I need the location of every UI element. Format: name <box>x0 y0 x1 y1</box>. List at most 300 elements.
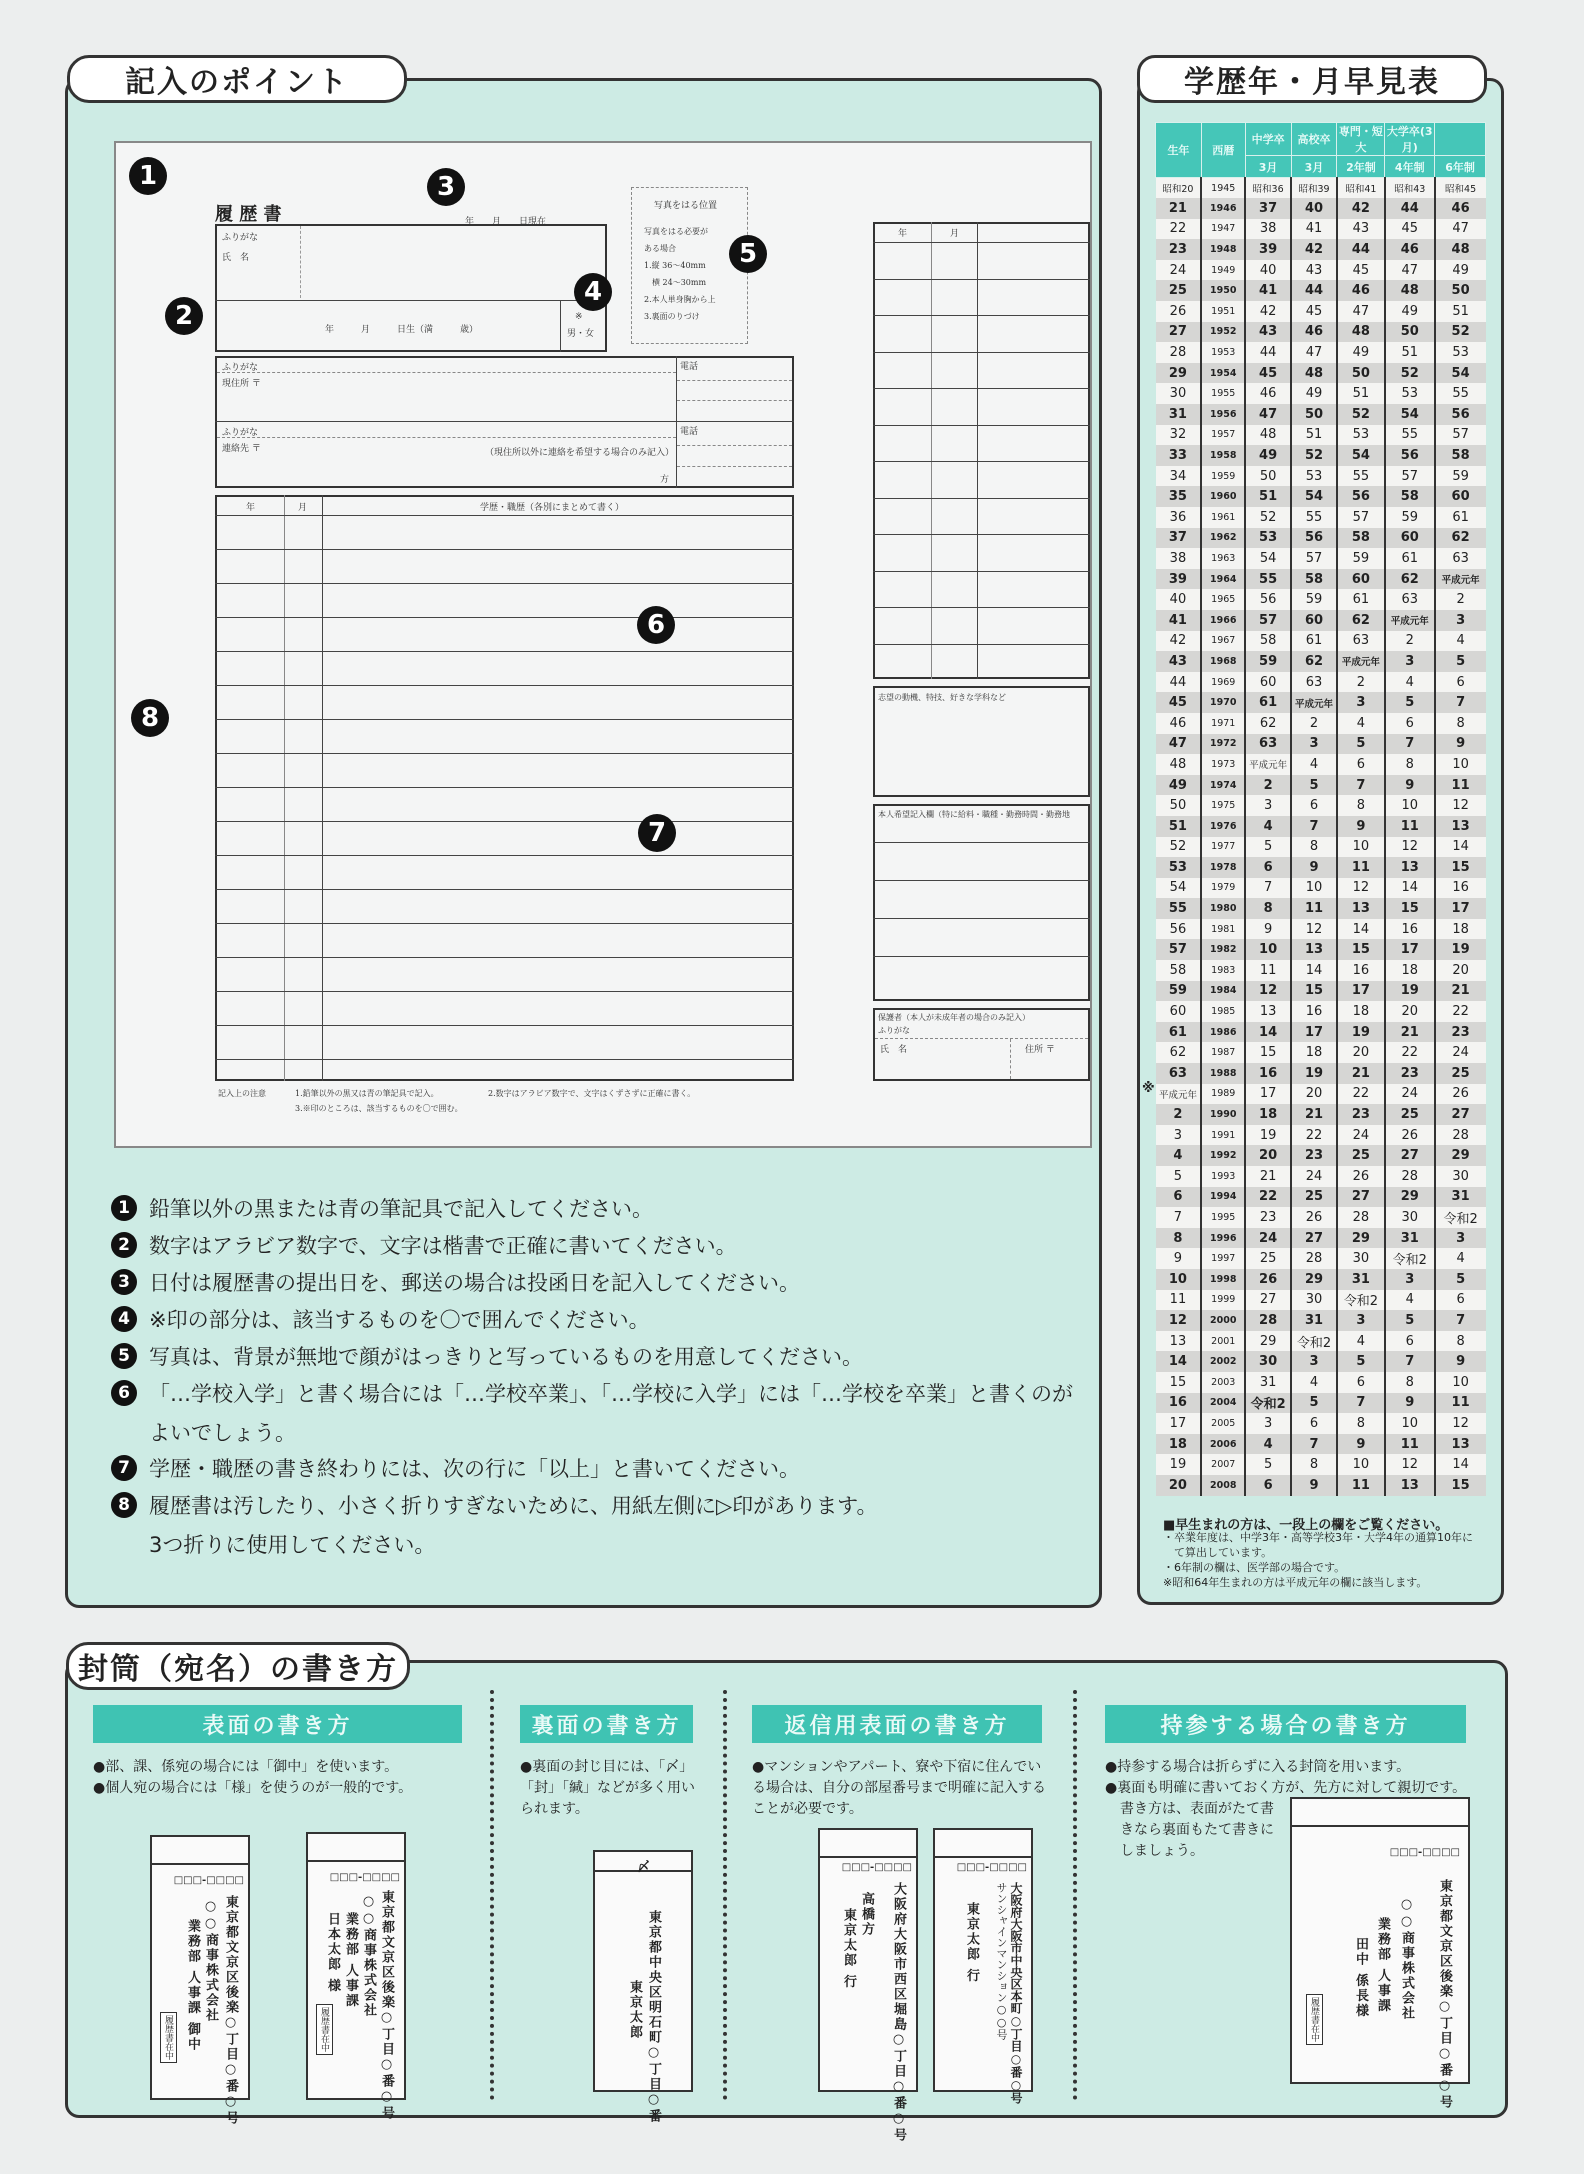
table-cell: 39 <box>1156 569 1202 590</box>
table-cell: 7 <box>1245 878 1291 899</box>
table-cell: 8 <box>1245 898 1291 919</box>
section-return-bullet: ●マンションやアパート、寮や下宿に住んでいる場合は、自分の部屋番号まで明確に記入することが必要です。 <box>752 1759 1046 1817</box>
furigana-label: ふりがな <box>878 1026 910 1035</box>
table-cell: 7 <box>1156 1207 1202 1228</box>
envelope-sample-return-2 <box>933 1828 1033 2104</box>
table-cell: 1951 <box>1201 301 1245 322</box>
table-note: ・6年制の欄は、医学部の場合です。 <box>1163 1561 1346 1574</box>
table-cell: 54 <box>1385 404 1435 425</box>
table-cell: 4 <box>1385 672 1435 693</box>
table-cell: 1960 <box>1201 486 1245 507</box>
envelope-address: 東京都文京区後楽○丁目○番○号 <box>223 1895 238 2126</box>
envelope-sample-front-company <box>150 1835 250 2126</box>
table-cell: 18 <box>1337 1001 1385 1022</box>
table-cell: 54 <box>1291 486 1337 507</box>
table-cell: 30 <box>1385 1207 1435 1228</box>
table-cell: 1962 <box>1201 528 1245 549</box>
table-cell: 19 <box>1435 939 1486 960</box>
resume-enclosed-stamp: 履歴書在中 <box>1306 1994 1323 2045</box>
table-cell: 50 <box>1291 404 1337 425</box>
table-cell: 53 <box>1245 528 1291 549</box>
table-cell: 27 <box>1337 1187 1385 1208</box>
table-cell: 50 <box>1156 795 1202 816</box>
table-cell: 1966 <box>1201 610 1245 631</box>
table-cell: 31 <box>1385 1228 1435 1249</box>
table-cell: 34 <box>1156 466 1202 487</box>
table-cell: 42 <box>1291 239 1337 260</box>
table-cell: 6 <box>1337 1372 1385 1393</box>
table-row <box>1156 610 1486 631</box>
table-row <box>1156 692 1486 713</box>
table-cell: 2 <box>1291 713 1337 734</box>
table-cell: 17 <box>1245 1084 1291 1105</box>
table-cell: 41 <box>1291 219 1337 240</box>
section-front-header: 表面の書き方 <box>93 1705 462 1743</box>
section-back-bullet: ●裏面の封じ目には、「〆」「封」「緘」などが多く用いられます。 <box>520 1759 695 1817</box>
table-cell: 19 <box>1385 981 1435 1002</box>
table-cell: 令和2 <box>1291 1331 1337 1352</box>
table-cell: 25 <box>1156 280 1202 301</box>
table-row <box>1156 775 1486 796</box>
table-cell: 61 <box>1435 507 1486 528</box>
table-cell: 47 <box>1245 404 1291 425</box>
instruction-text-continued: よいでしょう。 <box>149 1421 296 1445</box>
table-cell: 32 <box>1156 425 1202 446</box>
table-cell: 46 <box>1156 713 1202 734</box>
marker-1: 1 <box>129 157 167 195</box>
table-cell: 5 <box>1245 1454 1291 1475</box>
gender-mark: ※ <box>575 312 583 322</box>
table-cell: 53 <box>1435 342 1486 363</box>
table-cell: 45 <box>1245 363 1291 384</box>
gender-label: 男・女 <box>567 329 595 339</box>
table-cell: 48 <box>1385 280 1435 301</box>
postal-code-boxes: □□□-□□□□ <box>841 1862 912 1873</box>
table-row <box>1156 239 1486 260</box>
section-front-bullet: ●個人宛の場合には「様」を使うのが一般的です。 <box>93 1780 413 1796</box>
table-cell: 47 <box>1385 260 1435 281</box>
table-cell: 8 <box>1337 1413 1385 1434</box>
table-cell: 35 <box>1156 486 1202 507</box>
envelope-sample-handdeliver <box>1290 1797 1470 2110</box>
table-row <box>1156 1269 1486 1290</box>
table-note: ※昭和64年生まれの方は平成元年の欄に該当します。 <box>1163 1576 1428 1589</box>
table-cell: 6 <box>1385 713 1435 734</box>
instruction-text: 学歴・職歴の書き終わりには、次の行に「以上」と書いてください。 <box>149 1456 800 1481</box>
section-front-bullet: ●部、課、係宛の場合には「御中」を使います。 <box>93 1759 399 1775</box>
table-cell: 21 <box>1245 1166 1291 1187</box>
table-cell: 19 <box>1337 1022 1385 1043</box>
history-row-line <box>873 644 1090 645</box>
table-cell: 63 <box>1291 672 1337 693</box>
table-cell: 40 <box>1245 260 1291 281</box>
table-cell: 27 <box>1245 1290 1291 1311</box>
table-cell: 令和2 <box>1245 1393 1291 1414</box>
history-row-line <box>215 719 794 720</box>
envelope-department: 業務部 人事課 <box>343 1912 358 2009</box>
table-cell: 5 <box>1291 1393 1337 1414</box>
table-cell: 13 <box>1291 939 1337 960</box>
table-cell: 55 <box>1156 898 1202 919</box>
history-row-line <box>215 889 794 890</box>
history-row-line <box>215 651 794 652</box>
table-cell: 56 <box>1156 919 1202 940</box>
table-cell: 12 <box>1435 795 1486 816</box>
history-row-line <box>215 991 794 992</box>
table-cell: 57 <box>1435 425 1486 446</box>
sender-address: 東京都中央区明石町○丁目○番 <box>646 1910 661 2124</box>
table-cell: 54 <box>1435 363 1486 384</box>
table-cell: 60 <box>1385 528 1435 549</box>
table-row <box>1156 507 1486 528</box>
table-cell: 5 <box>1156 1166 1202 1187</box>
table-cell: 28 <box>1385 1166 1435 1187</box>
table-cell: 31 <box>1291 1310 1337 1331</box>
table-cell: 1979 <box>1201 878 1245 899</box>
table-cell: 49 <box>1385 301 1435 322</box>
table-row <box>1156 1104 1486 1125</box>
table-cell: 52 <box>1156 837 1202 858</box>
table-cell: 15 <box>1385 898 1435 919</box>
table-row <box>1156 919 1486 940</box>
table-cell: 44 <box>1156 672 1202 693</box>
return-name: 東京太郎 行 <box>964 1902 979 1984</box>
table-cell: 22 <box>1291 1125 1337 1146</box>
table-cell: 1963 <box>1201 548 1245 569</box>
table-row <box>1156 1187 1486 1208</box>
column-subheader: 3月 <box>1245 156 1291 178</box>
table-cell: 11 <box>1337 1475 1385 1496</box>
column-header: 大学卒(3月) <box>1385 123 1435 156</box>
table-cell: 19 <box>1156 1454 1202 1475</box>
table-row <box>1156 939 1486 960</box>
table-cell: 54 <box>1156 878 1202 899</box>
table-cell: 63 <box>1245 734 1291 755</box>
wishes-row-line <box>873 842 1090 843</box>
table-cell: 44 <box>1245 342 1291 363</box>
table-cell: 1953 <box>1201 342 1245 363</box>
table-cell: 39 <box>1245 239 1291 260</box>
table-cell: 平成元年 <box>1435 569 1486 590</box>
table-cell: 9 <box>1337 1434 1385 1455</box>
table-cell: 27 <box>1385 1145 1435 1166</box>
table-cell: 50 <box>1385 322 1435 343</box>
table-cell: 4 <box>1156 1145 1202 1166</box>
instruction-text: ※印の部分は、該当するものを〇で囲んでください。 <box>149 1307 650 1332</box>
table-row <box>1156 1372 1486 1393</box>
table-cell: 46 <box>1435 198 1486 219</box>
table-cell: 48 <box>1291 363 1337 384</box>
table-cell: 21 <box>1291 1104 1337 1125</box>
table-cell: 1996 <box>1201 1228 1245 1249</box>
wishes-label: 本人希望記入欄（特に給料・職種・勤務時間・勤務地 <box>878 810 1070 819</box>
table-cell: 1964 <box>1201 569 1245 590</box>
instruction-text: 履歴書は汚したり、小さく折りすぎないために、用紙左側に▷印があります。 <box>149 1493 878 1518</box>
table-cell: 58 <box>1291 569 1337 590</box>
instruction-number: 1 <box>111 1195 137 1221</box>
history-row-line <box>215 923 794 924</box>
table-cell: 3 <box>1245 795 1291 816</box>
table-cell: 56 <box>1337 486 1385 507</box>
table-cell: 18 <box>1156 1434 1202 1455</box>
table-cell: 15 <box>1245 1042 1291 1063</box>
table-cell: 1998 <box>1201 1269 1245 1290</box>
table-cell: 1957 <box>1201 425 1245 446</box>
table-cell: 8 <box>1385 754 1435 775</box>
table-cell: 9 <box>1156 1248 1202 1269</box>
table-cell: 20 <box>1337 1042 1385 1063</box>
table-cell: 3 <box>1291 1351 1337 1372</box>
table-cell: 30 <box>1291 1290 1337 1311</box>
table-cell: 昭和39 <box>1291 178 1337 199</box>
table-cell: 1993 <box>1201 1166 1245 1187</box>
table-cell: 8 <box>1156 1228 1202 1249</box>
table-cell: 平成元年 <box>1291 692 1337 713</box>
table-row <box>1156 466 1486 487</box>
table-row <box>1156 383 1486 404</box>
table-row <box>1156 1125 1486 1146</box>
table-cell: 48 <box>1245 425 1291 446</box>
table-cell: 1988 <box>1201 1063 1245 1084</box>
table-cell: 62 <box>1435 528 1486 549</box>
table-cell: 62 <box>1291 651 1337 672</box>
table-cell: 20 <box>1435 960 1486 981</box>
table-cell: 12 <box>1385 837 1435 858</box>
return-care-of: 高橋方 <box>859 1892 874 1937</box>
year-header: 年 <box>246 503 256 513</box>
table-cell: 52 <box>1435 322 1486 343</box>
resume-enclosed-stamp: 履歴書在中 <box>316 2004 333 2055</box>
table-cell: 13 <box>1385 1475 1435 1496</box>
history-row-line <box>215 787 794 788</box>
table-cell: 4 <box>1385 1290 1435 1311</box>
table-cell: 9 <box>1435 1351 1486 1372</box>
instruction-item <box>111 1374 1073 1411</box>
envelope-sample-front-person <box>306 1832 406 2121</box>
table-cell: 6 <box>1291 1413 1337 1434</box>
table-cell: 28 <box>1435 1125 1486 1146</box>
table-row <box>1156 795 1486 816</box>
history-row-line <box>873 571 1090 572</box>
table-cell: 17 <box>1291 1022 1337 1043</box>
table-row <box>1156 301 1486 322</box>
table-cell: 6 <box>1245 857 1291 878</box>
table-cell: 45 <box>1291 301 1337 322</box>
table-cell: 平成元年 <box>1245 754 1291 775</box>
return-name: 東京太郎 行 <box>841 1908 856 1990</box>
instruction-item <box>111 1189 653 1226</box>
table-cell: 41 <box>1245 280 1291 301</box>
table-cell: 53 <box>1156 857 1202 878</box>
table-cell: 1952 <box>1201 322 1245 343</box>
table-cell: 6 <box>1435 672 1486 693</box>
table-row <box>1156 404 1486 425</box>
table-cell: 37 <box>1245 198 1291 219</box>
birth-label: 年 月 日生（満 歳） <box>325 325 479 335</box>
table-row <box>1156 1413 1486 1434</box>
form-date: 年 月 日現在 <box>465 217 547 227</box>
table-cell: 27 <box>1435 1104 1486 1125</box>
table-row <box>1156 528 1486 549</box>
table-cell: 20 <box>1245 1145 1291 1166</box>
table-cell: 17 <box>1435 898 1486 919</box>
marker-7: 7 <box>638 814 676 852</box>
year-lookup-table <box>1155 122 1486 1496</box>
phone-label: 電話 <box>680 427 699 437</box>
table-cell: 30 <box>1245 1351 1291 1372</box>
table-cell: 5 <box>1435 1269 1486 1290</box>
history-row-line <box>215 855 794 856</box>
table-row <box>1156 445 1486 466</box>
table-cell: 49 <box>1435 260 1486 281</box>
table-row <box>1156 219 1486 240</box>
table-cell: 46 <box>1245 383 1291 404</box>
motive-label: 志望の動機、特技、好きな学科など <box>878 693 1006 702</box>
furigana-label: ふりがな <box>222 363 259 373</box>
photo-instruction: 写真をはる必要が <box>644 227 708 236</box>
table-cell: 8 <box>1385 1372 1435 1393</box>
table-cell: 7 <box>1435 1310 1486 1331</box>
table-cell: 49 <box>1156 775 1202 796</box>
instruction-item <box>111 1449 800 1486</box>
table-cell: 1945 <box>1201 178 1245 199</box>
form-note: 3.※印のところは、該当するものを〇で囲む。 <box>295 1104 463 1113</box>
table-cell: 1956 <box>1201 404 1245 425</box>
table-cell: 8 <box>1435 713 1486 734</box>
table-cell: 51 <box>1385 342 1435 363</box>
table-cell: 1954 <box>1201 363 1245 384</box>
table-cell: 49 <box>1337 342 1385 363</box>
table-cell: 1946 <box>1201 198 1245 219</box>
table-cell: 4 <box>1435 1248 1486 1269</box>
table-cell: 23 <box>1337 1104 1385 1125</box>
photo-title: 写真をはる位置 <box>654 201 718 211</box>
table-cell: 26 <box>1435 1084 1486 1105</box>
table-cell: 2004 <box>1201 1393 1245 1414</box>
table-cell: 1978 <box>1201 857 1245 878</box>
table-cell: 23 <box>1245 1207 1291 1228</box>
table-cell: 17 <box>1337 981 1385 1002</box>
marker-6: 6 <box>637 606 675 644</box>
photo-instruction: 1.縦 36〜40mm <box>644 261 706 270</box>
instruction-number: 4 <box>111 1306 137 1332</box>
guardian-address-label: 住所 〒 <box>1025 1045 1055 1055</box>
history-row-line <box>215 583 794 584</box>
form-notes-label: 記入上の注意 <box>218 1089 266 1098</box>
table-cell: 6 <box>1156 1187 1202 1208</box>
table-cell: 25 <box>1291 1187 1337 1208</box>
table-cell: 12 <box>1337 878 1385 899</box>
table-cell: 50 <box>1435 280 1486 301</box>
table-row <box>1156 1228 1486 1249</box>
table-cell: 2001 <box>1201 1331 1245 1352</box>
form-note: 2.数字はアラビア数字で、文字はくずさずに正確に書く。 <box>488 1089 696 1098</box>
table-cell: 1990 <box>1201 1104 1245 1125</box>
table-cell: 7 <box>1337 1393 1385 1414</box>
table-cell: 29 <box>1385 1187 1435 1208</box>
history-header: 学歴・職歴（各別にまとめて書く） <box>480 503 625 513</box>
table-cell: 8 <box>1291 837 1337 858</box>
table-cell: 令和2 <box>1435 1207 1486 1228</box>
instruction-text-continued: 3つ折りに使用してください。 <box>149 1533 436 1557</box>
table-cell: 14 <box>1385 878 1435 899</box>
table-cell: 43 <box>1337 219 1385 240</box>
table-cell: 44 <box>1291 280 1337 301</box>
table-cell: 10 <box>1156 1269 1202 1290</box>
postal-code-boxes: □□□-□□□□ <box>1389 1847 1460 1858</box>
postal-code-boxes: □□□-□□□□ <box>173 1875 244 1886</box>
table-cell: 42 <box>1337 198 1385 219</box>
table-row <box>1156 1393 1486 1414</box>
table-cell: 58 <box>1337 528 1385 549</box>
instruction-item <box>111 1486 877 1523</box>
table-cell: 38 <box>1156 548 1202 569</box>
table-row <box>1156 548 1486 569</box>
year-table-title: 学歴年・月早見表 <box>1137 55 1487 103</box>
envelope-company: ○○商事株式会社 <box>203 1899 218 2023</box>
table-cell: 56 <box>1245 589 1291 610</box>
table-cell: 51 <box>1156 816 1202 837</box>
table-cell: 62 <box>1337 610 1385 631</box>
table-cell: 5 <box>1291 775 1337 796</box>
table-row <box>1156 486 1486 507</box>
envelope-sample-back <box>593 1850 693 2124</box>
marker-8: 8 <box>131 699 169 737</box>
table-cell: 59 <box>1337 548 1385 569</box>
table-cell: 10 <box>1435 1372 1486 1393</box>
table-cell: 4 <box>1337 1331 1385 1352</box>
table-cell: 28 <box>1156 342 1202 363</box>
table-row <box>1156 1084 1486 1105</box>
table-note: ■早生まれの方は、一段上の欄をご覧ください。 <box>1163 1518 1449 1533</box>
table-cell: 19 <box>1245 1125 1291 1146</box>
history-row-line <box>873 279 1090 280</box>
table-cell: 10 <box>1291 878 1337 899</box>
table-row <box>1156 1454 1486 1475</box>
heisei-marker: ※ <box>1142 1081 1155 1096</box>
table-cell: 12 <box>1435 1413 1486 1434</box>
table-cell: 18 <box>1435 919 1486 940</box>
column-subheader: 2年制 <box>1337 156 1385 178</box>
table-cell: 7 <box>1385 734 1435 755</box>
table-row <box>1156 1331 1486 1352</box>
table-cell: 26 <box>1156 301 1202 322</box>
table-cell: 1986 <box>1201 1022 1245 1043</box>
table-cell: 29 <box>1291 1269 1337 1290</box>
table-cell: 61 <box>1291 631 1337 652</box>
envelope-company: ○○商事株式会社 <box>1399 1897 1414 2021</box>
table-cell: 1959 <box>1201 466 1245 487</box>
table-cell: 令和2 <box>1337 1290 1385 1311</box>
table-cell: 57 <box>1385 466 1435 487</box>
marker-4: 4 <box>574 273 612 311</box>
instruction-text: 写真は、背景が無地で顔がはっきりと写っているものを用意してください。 <box>149 1344 863 1369</box>
table-cell: 3 <box>1385 1269 1435 1290</box>
table-cell: 28 <box>1291 1248 1337 1269</box>
column-header <box>1435 123 1486 156</box>
marker-2: 2 <box>165 297 203 335</box>
instruction-number: 6 <box>111 1380 137 1406</box>
table-row <box>1156 1145 1486 1166</box>
table-cell: 59 <box>1156 981 1202 1002</box>
table-cell: 16 <box>1337 960 1385 981</box>
table-cell: 1989 <box>1201 1084 1245 1105</box>
return-address: 大阪府大阪市西区堀島○丁目○番○号 <box>891 1882 906 2143</box>
table-cell: 12 <box>1291 919 1337 940</box>
postal-code-boxes: □□□-□□□□ <box>329 1872 400 1883</box>
table-row <box>1156 1351 1486 1372</box>
name-label: 氏 名 <box>222 253 250 263</box>
